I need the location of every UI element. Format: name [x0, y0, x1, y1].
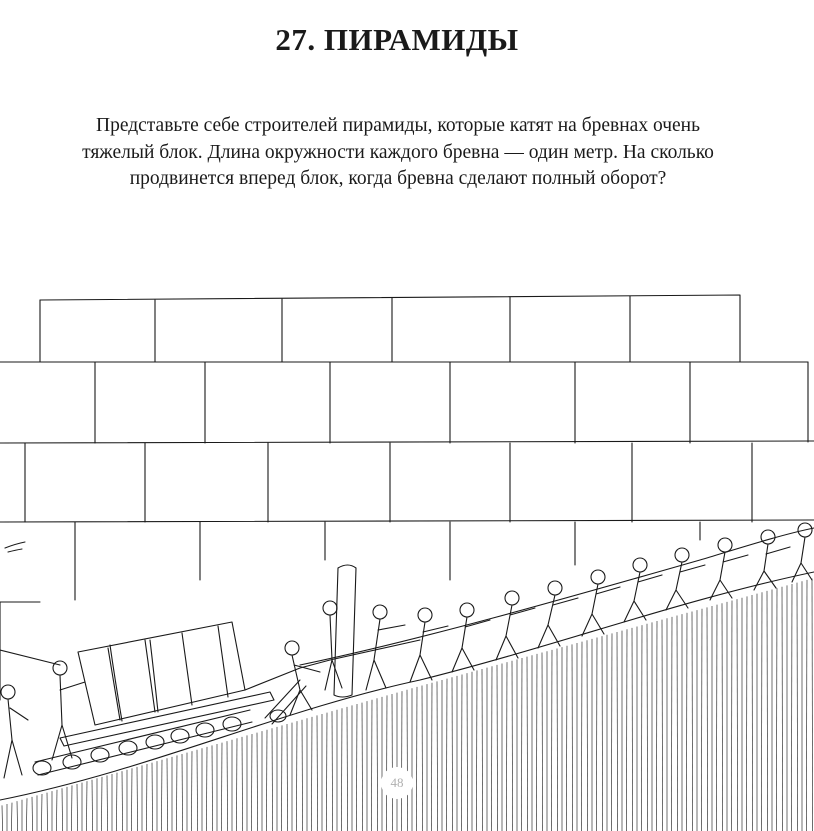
page-title: 27. ПИРАМИДЫ — [275, 22, 519, 57]
pyramid-scene-drawing — [0, 285, 814, 831]
page-number: 48 — [381, 767, 413, 799]
rolling-logs — [33, 680, 306, 775]
question-line: Представьте себе строителей пирамиды, которые катят на бревнах очень — [95, 115, 700, 136]
puzzle-question — [40, 113, 756, 193]
question-line: тяжелый блок. Длина окружности каждого бревна — один метр. На сколько — [82, 141, 714, 163]
upright-log — [334, 565, 356, 697]
question-line: продвинется вперед блок, когда бревна сделают полный оборот? — [129, 168, 667, 189]
pyramid-illustration — [0, 285, 814, 831]
